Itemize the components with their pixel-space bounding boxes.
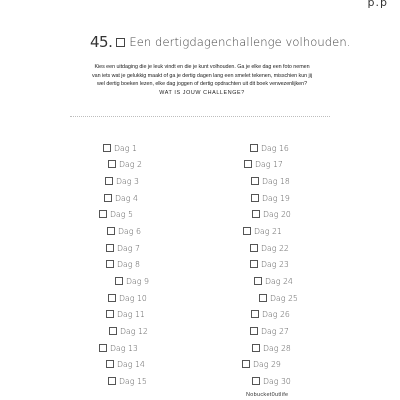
day-label: Dag 16 xyxy=(261,143,289,153)
day-checkbox[interactable] xyxy=(99,210,107,218)
day-checkbox[interactable] xyxy=(242,360,250,368)
day-checkbox[interactable] xyxy=(109,327,117,335)
day-label: Dag 23 xyxy=(261,259,289,269)
day-item-left-6[interactable] xyxy=(107,225,141,237)
intro-line-1: Kies een uitdaging die je leuk vindt en die je kunt volhouden. Ga je elke dag een foto nemen xyxy=(94,64,310,70)
day-item-left-7[interactable] xyxy=(106,242,140,254)
dotted-divider xyxy=(70,116,330,117)
day-label: Dag 2 xyxy=(119,159,142,169)
day-checkbox[interactable] xyxy=(252,344,260,352)
day-label: Dag 20 xyxy=(263,209,291,219)
day-item-right-7[interactable] xyxy=(250,242,289,254)
day-item-right-5[interactable] xyxy=(252,208,291,220)
day-label: Dag 5 xyxy=(110,209,133,219)
day-item-left-15[interactable] xyxy=(108,375,147,387)
day-checkbox[interactable] xyxy=(250,260,258,268)
day-item-right-14[interactable] xyxy=(242,358,281,370)
day-item-right-1[interactable] xyxy=(250,142,289,154)
day-checkbox[interactable] xyxy=(108,160,116,168)
day-label: Dag 21 xyxy=(254,226,282,236)
day-item-left-9[interactable] xyxy=(115,275,149,287)
day-item-left-12[interactable] xyxy=(109,325,148,337)
day-label: Dag 22 xyxy=(261,243,289,253)
day-label: Dag 19 xyxy=(262,193,290,203)
day-checkbox[interactable] xyxy=(251,177,259,185)
day-label: Dag 29 xyxy=(253,359,281,369)
day-label: Dag 24 xyxy=(265,276,293,286)
day-item-right-3[interactable] xyxy=(251,175,290,187)
day-checkbox[interactable] xyxy=(99,344,107,352)
day-checkbox[interactable] xyxy=(243,227,251,235)
day-label: Dag 8 xyxy=(117,259,140,269)
day-label: Dag 30 xyxy=(263,376,291,386)
intro-line-2: van iets wat je gelukkig maakt of ga je dertig dagen lang een smelet tekenen, misschien kun jij xyxy=(92,72,312,79)
day-label: Dag 10 xyxy=(119,293,147,303)
day-checkbox[interactable] xyxy=(244,160,252,168)
day-checkbox[interactable] xyxy=(106,260,114,268)
day-checkbox[interactable] xyxy=(105,177,113,185)
day-item-right-10[interactable] xyxy=(259,292,298,304)
day-label: Dag 26 xyxy=(262,309,290,319)
day-item-left-3[interactable] xyxy=(105,175,139,187)
day-item-left-10[interactable] xyxy=(108,292,147,304)
day-checkbox[interactable] xyxy=(106,360,114,368)
day-item-left-11[interactable] xyxy=(106,308,145,320)
day-item-left-2[interactable] xyxy=(108,158,142,170)
day-label: Dag 1 xyxy=(114,143,137,153)
day-label: Dag 14 xyxy=(117,359,145,369)
day-checkbox[interactable] xyxy=(251,194,259,202)
challenge-title: Een dertigdagenchallenge volhouden. xyxy=(129,35,351,49)
challenge-intro xyxy=(73,63,331,97)
day-checkbox[interactable] xyxy=(250,244,258,252)
day-item-right-9[interactable] xyxy=(254,275,293,287)
day-label: Dag 9 xyxy=(126,276,149,286)
day-item-right-11[interactable] xyxy=(251,308,290,320)
day-label: Dag 18 xyxy=(262,176,290,186)
day-item-left-4[interactable] xyxy=(104,192,138,204)
day-label: Dag 15 xyxy=(119,376,147,386)
day-item-left-14[interactable] xyxy=(106,358,145,370)
day-label: Dag 4 xyxy=(115,193,138,203)
day-label: Dag 27 xyxy=(261,326,289,336)
day-item-left-8[interactable] xyxy=(106,258,140,270)
challenge-question: WAT IS JOUW CHALLENGE? xyxy=(159,89,245,96)
day-item-left-13[interactable] xyxy=(99,342,138,354)
day-checkbox[interactable] xyxy=(108,294,116,302)
day-label: Dag 12 xyxy=(120,326,148,336)
page-corner-mark: p.p xyxy=(367,0,388,9)
day-label: Dag 3 xyxy=(116,176,139,186)
day-item-right-12[interactable] xyxy=(250,325,289,337)
day-checkbox[interactable] xyxy=(254,277,262,285)
intro-line-3: wel dertig boeken lezen, elke dag joggen of dertig opdrachten uit dit boek verwezenlijken? xyxy=(96,81,308,87)
day-label: Dag 11 xyxy=(117,309,145,319)
day-item-right-2[interactable] xyxy=(244,158,283,170)
day-label: Dag 17 xyxy=(255,159,283,169)
day-checkbox[interactable] xyxy=(252,210,260,218)
day-label: Dag 28 xyxy=(263,343,291,353)
day-label: Dag 25 xyxy=(270,293,298,303)
day-label: Dag 6 xyxy=(118,226,141,236)
day-label: Dag 13 xyxy=(110,343,138,353)
day-checkbox[interactable] xyxy=(106,244,114,252)
day-checkbox[interactable] xyxy=(251,310,259,318)
day-item-right-15[interactable] xyxy=(252,375,291,387)
day-item-left-1[interactable] xyxy=(103,142,137,154)
day-item-right-13[interactable] xyxy=(252,342,291,354)
day-checkbox[interactable] xyxy=(108,377,116,385)
day-label: Dag 7 xyxy=(117,243,140,253)
day-checkbox[interactable] xyxy=(103,144,111,152)
day-checkbox[interactable] xyxy=(107,227,115,235)
day-checkbox[interactable] xyxy=(104,194,112,202)
day-checkbox[interactable] xyxy=(250,144,258,152)
day-item-left-5[interactable] xyxy=(99,208,133,220)
challenge-header xyxy=(90,32,350,52)
challenge-number: 45. xyxy=(90,33,113,51)
day-checkbox[interactable] xyxy=(259,294,267,302)
challenge-checkbox[interactable] xyxy=(116,38,125,47)
day-item-right-8[interactable] xyxy=(250,258,289,270)
day-checkbox[interactable] xyxy=(252,377,260,385)
day-checkbox[interactable] xyxy=(115,277,123,285)
day-checkbox[interactable] xyxy=(250,327,258,335)
day-item-right-4[interactable] xyxy=(251,192,290,204)
footer-hashtag: Nobucket0utlife xyxy=(246,392,289,398)
day-checkbox[interactable] xyxy=(106,310,114,318)
day-item-right-6[interactable] xyxy=(243,225,282,237)
